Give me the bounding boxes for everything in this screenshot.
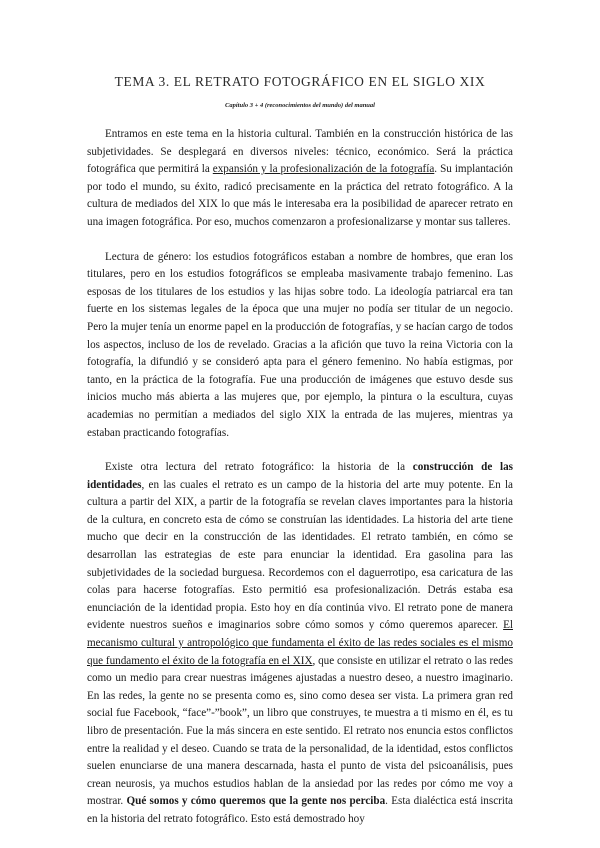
text-run: , que consiste en utilizar el retrato o las redes como un medio para crear nuestras imágenes ajustadas a nuestro deseo, a nuestro imaginario. En las redes, la gente no se presenta como es, sino como desea ser vista. La primera gran red social fue Facebook, “face”-”book”, un libro que construyes, te muestra a ti mismo en él, es tu libro de presentación. Fue la más sincera en este sentido. El retrato nos enuncia estos conflictos entre la realidad y el deseo. Cuando se trata de la personalidad, de la identidad, estos conflictos suelen enunciarse de una manera descarnada, hasta el punto de vista del psicoanálisis, pues crean neurosis, ya muchos estudios hablan de la ansiedad por las redes por cómo me voy a mostrar. [87, 654, 513, 808]
page-title: TEMA 3. EL RETRATO FOTOGRÁFICO EN EL SIGLO XIX [114, 74, 486, 89]
text-run: Lectura de género: los estudios fotográficos estaban a nombre de hombres, que eran los titulares, pero en los estudios fotográficos se empleaba masivamente trabajo femenino. Las esposas de los titulares de los estudios y las hijas sobre todo. La ideología patriarcal era tan fuerte en los sistemas legales de la época que una mujer no podía ser titular de un negocio. Pero la mujer tenía un enorme papel en la producción de fotografías, y se hacían cargo de todos los aspectos, incluso de los de revelado. Gracias a la afición que tuvo la reina Victoria con la fotografía, la difundió y se consideró apta para el género femenino. No había estigmas, por tanto, en la práctica de la fotografía. Fue una producción de imágenes que estuvo desde sus inicios mucho más abierta a las mujeres que, por ejemplo, la pintura o la escultura, cuyas academias no permitían a mediados del siglo XIX la entrada de las mujeres, mientras ya estaban practicando fotografías. [87, 250, 513, 439]
underlined-text: expansión y la profesionalización de la fotografía [212, 163, 435, 176]
page-subtitle: Capítulo 3 + 4 (reconocimientos del mundo) del manual [225, 102, 375, 109]
text-run: Entramos en este tema en la historia cultural. También en la construcción histórica de las subjetividades. Se desplegará en diversos niveles: técnico, económico. Será la práctica fotográfica que permitirá la [87, 128, 513, 176]
underlined-text: El mecanismo cultural y antropológico que fundamenta el éxito de las redes sociales es el mismo que fundamento el éxito de la fotografía en el XIX [87, 619, 513, 667]
text-run: . Esta dialéctica está inscrita en la historia del retrato fotográfico. Esto está demostrado hoy [87, 795, 513, 825]
paragraph-identity [87, 459, 513, 828]
bold-text: construcción de las identidades [87, 461, 513, 491]
paragraph-gender [87, 249, 513, 443]
paragraph-intro [87, 126, 513, 232]
text-run: Existe otra lectura del retrato fotográfico: la historia de la [105, 461, 413, 474]
bold-text: Qué somos y cómo queremos que la gente nos perciba [126, 795, 386, 808]
text-run: , en las cuales el retrato es un campo de la historia del arte muy potente. En la cultura a partir del XIX, a partir de la fotografía se revelan claves importantes para la historia de la cultura, en concreto esta de cómo se construían las identidades. La historia del arte tiene mucho que decir en la construcción de las identidades. El retrato también, en cómo se desarrollan las estrategias de este para enunciar la identidad. Era gasolina para las subjetividades de la sociedad burguesa. Recordemos con el daguerrotipo, esa caricatura de las colas para hacerse fotografías. Esto permitió esa profesionalización. Detrás estaba esa enunciación de la identidad propia. Esto hoy en día continúa vivo. El retrato pone de manera evidente nuestros sueños e imaginarios sobre cómo somos y cómo queremos aparecer. [87, 478, 513, 632]
text-run: . Su implantación por todo el mundo, su éxito, radicó precisamente en la práctica del retrato fotográfico. A la cultura de mediados del XIX lo que más le interesaba era la posibilidad de aparecer retrato en una imagen fotográfica. Por eso, muchos comenzaron a profesionalizarse y montar sus talleres. [87, 163, 513, 228]
